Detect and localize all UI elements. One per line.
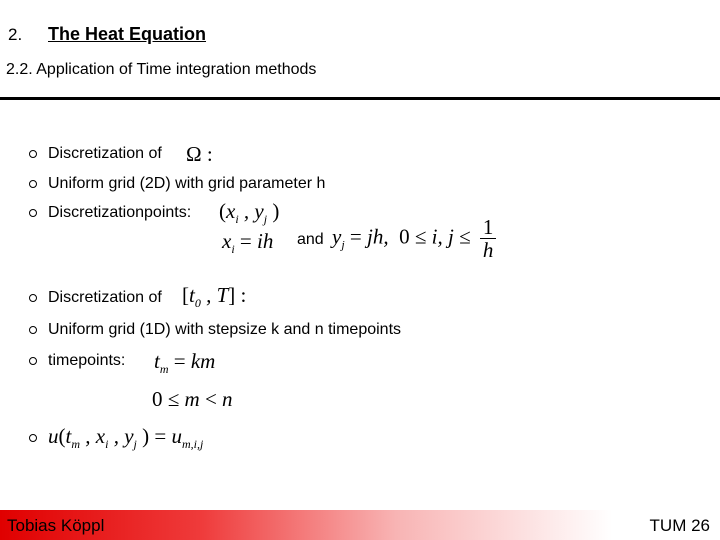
yj-formula: $y_j$ = jh, 0 ≤ i, j ≤ $\frac{1}{h}$ [332,216,496,261]
bullet-icon [29,180,37,188]
footer-bar [0,510,720,540]
footer-author: Tobias Köppl [7,516,105,535]
bullet-icon [29,326,37,334]
bullet-icon [29,209,37,217]
time-interval-formula: [$t_0$ , T] : [182,283,247,310]
bullet-discretization-time: Discretization of [48,289,162,306]
tm-formula: $t_m$ = km [154,349,216,376]
bullet-icon [29,434,37,442]
subsection-title: 2.2. Application of Time integration methods [6,61,317,78]
bullet-icon [29,150,37,158]
bullet-uniform-grid-1d: Uniform grid (1D) with stepsize k and n timepoints [48,321,402,338]
footer-page-number: TUM 26 [649,516,710,535]
header-divider [0,97,720,100]
omega-symbol: Ω : [186,142,213,166]
xi-formula: $x_i$ = ih [222,229,274,256]
section-number: 2. [8,25,23,44]
bullet-discretization-points: Discretizationpoints: [48,204,192,221]
section-title: The Heat Equation [48,24,207,44]
u-approximation-formula: $u(t_m$ , $x_i$ , $y_j$ ) = $u_{m,i,j}$ [48,424,204,451]
point-tuple-formula: ($x_i$ , $y_j$ ) [219,199,280,226]
bullet-discretization-omega: Discretization of [48,145,162,162]
bullet-timepoints: timepoints: [48,352,126,369]
bullet-uniform-grid-2d: Uniform grid (2D) with grid parameter h [48,175,326,192]
bullet-icon [29,357,37,365]
bullet-icon [29,294,37,302]
and-label: and [297,231,324,248]
m-range-formula: 0 ≤ m < n [152,387,233,411]
